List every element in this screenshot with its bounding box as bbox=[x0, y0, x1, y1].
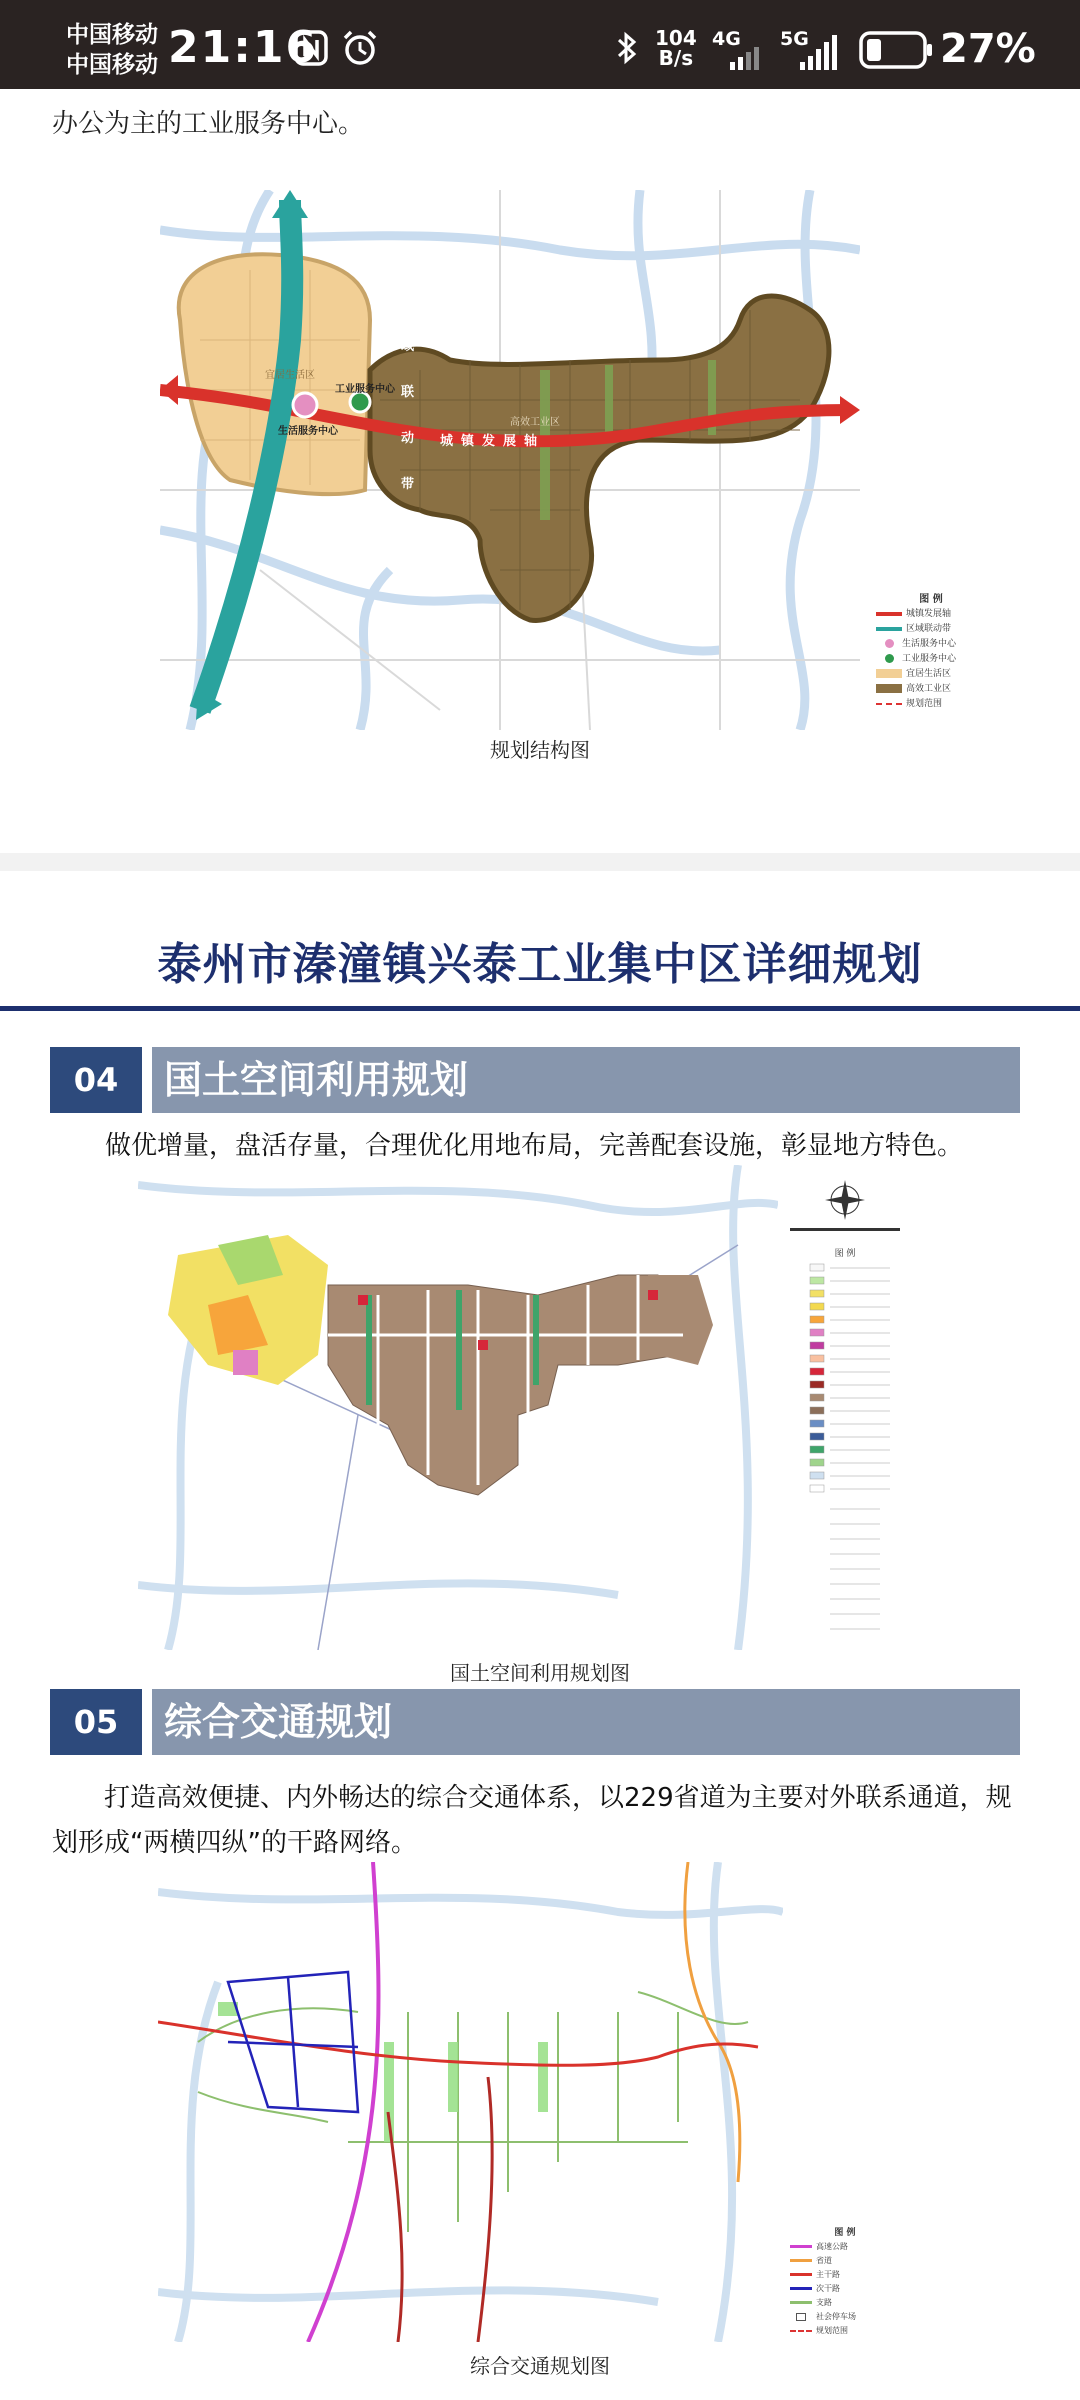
industry-center-label: 工业服务中心 bbox=[335, 384, 395, 395]
land-use-map[interactable] bbox=[138, 1165, 778, 1650]
clock: 21:16 bbox=[168, 22, 319, 73]
linkage-char-1: 区 bbox=[401, 293, 415, 308]
signal-icon-2 bbox=[796, 32, 844, 70]
transport-legend-item: 高速公路 bbox=[790, 2240, 900, 2254]
nfc-icon bbox=[294, 30, 328, 66]
map1-legend-panel bbox=[876, 592, 986, 712]
land-use-legend-panel bbox=[780, 1170, 910, 1650]
north-arrow-icon bbox=[780, 1170, 910, 1240]
transport-legend-item: 省道 bbox=[790, 2254, 900, 2268]
signal-icon-1 bbox=[728, 44, 768, 70]
section-05-text: 打造高效便捷、内外畅达的综合交通体系，以229省道为主要对外联系通道，规划形成“两横四纵”的干路网络。 bbox=[52, 1783, 1012, 1858]
map1-legend-item: 高效工业区 bbox=[876, 682, 986, 697]
section-04-number: 04 bbox=[50, 1047, 142, 1113]
planning-structure-map[interactable] bbox=[160, 190, 860, 730]
map1-legend-item: 宜居生活区 bbox=[876, 667, 986, 682]
map1-legend-item: 规划范围 bbox=[876, 697, 986, 712]
land-use-legend-swatches bbox=[780, 1259, 910, 1649]
linkage-char-5: 带 bbox=[401, 477, 415, 492]
linkage-belt-label bbox=[401, 278, 421, 508]
map1-legend-title: 图 例 bbox=[919, 594, 943, 605]
section-04-title: 国土空间利用规划 bbox=[152, 1047, 1020, 1113]
development-axis-label: 城镇发展轴 bbox=[440, 434, 546, 449]
linkage-char-4: 动 bbox=[401, 431, 415, 446]
industry-service-center-marker bbox=[350, 392, 370, 412]
land-use-svg bbox=[138, 1165, 778, 1650]
transport-legend-item: 规划范围 bbox=[790, 2324, 900, 2338]
bluetooth-icon bbox=[614, 30, 640, 66]
transport-map-caption: 综合交通规划图 bbox=[470, 2354, 610, 2378]
transport-legend-title: 图 例 bbox=[834, 2228, 856, 2238]
section-05-title: 综合交通规划 bbox=[152, 1689, 1020, 1755]
education-area bbox=[233, 1350, 258, 1375]
net-speed bbox=[655, 28, 697, 68]
transport-svg bbox=[158, 1862, 783, 2342]
document-title: 泰州市溱潼镇兴泰工业集中区详细规划 bbox=[157, 939, 923, 990]
carrier-labels bbox=[66, 20, 158, 80]
transport-legend-panel bbox=[790, 2226, 900, 2338]
living-center-label: 生活服务中心 bbox=[278, 426, 338, 437]
planning-structure-svg bbox=[160, 190, 860, 730]
section-04-text: 做优增量，盘活存量，合理优化用地布局，完善配套设施，彰显地方特色。 bbox=[105, 1131, 964, 1161]
transport-legend-item: 社会停车场 bbox=[790, 2310, 900, 2324]
network-4g-label: 4G bbox=[712, 28, 741, 50]
transport-legend-item: 支路 bbox=[790, 2296, 900, 2310]
linkage-char-3: 联 bbox=[401, 385, 415, 400]
title-rule bbox=[0, 1006, 1080, 1011]
map1-legend-item: 工业服务中心 bbox=[876, 652, 986, 667]
transport-legend-item: 主干路 bbox=[790, 2268, 900, 2282]
transport-map[interactable] bbox=[158, 1862, 783, 2342]
map1-legend-item: 生活服务中心 bbox=[876, 637, 986, 652]
battery-icon bbox=[858, 30, 934, 70]
carrier-1: 中国移动 bbox=[66, 22, 158, 48]
battery-percent: 27% bbox=[940, 26, 1036, 72]
land-use-map-caption: 国土空间利用规划图 bbox=[450, 1661, 630, 1685]
status-bar bbox=[0, 0, 1080, 89]
network-5g-label: 5G bbox=[780, 28, 809, 50]
net-speed-value: 104 bbox=[655, 26, 697, 50]
map1-caption: 规划结构图 bbox=[490, 738, 590, 762]
section-divider bbox=[0, 853, 1080, 871]
section-05-number: 05 bbox=[50, 1689, 142, 1755]
living-service-center-marker bbox=[293, 393, 317, 417]
linkage-char-2: 域 bbox=[401, 339, 415, 354]
map1-legend-item: 城镇发展轴 bbox=[876, 607, 986, 622]
intro-text: 办公为主的工业服务中心。 bbox=[52, 109, 365, 139]
alarm-icon bbox=[340, 28, 380, 68]
land-use-legend-title: 图 例 bbox=[834, 1249, 856, 1259]
transport-legend-item: 次干路 bbox=[790, 2282, 900, 2296]
living-zone-label: 宜居生活区 bbox=[265, 370, 315, 381]
industry-zone-label: 高效工业区 bbox=[510, 417, 560, 428]
map1-legend-item: 区域联动带 bbox=[876, 622, 986, 637]
net-speed-unit: B/s bbox=[658, 46, 694, 70]
carrier-2: 中国移动 bbox=[66, 52, 158, 78]
